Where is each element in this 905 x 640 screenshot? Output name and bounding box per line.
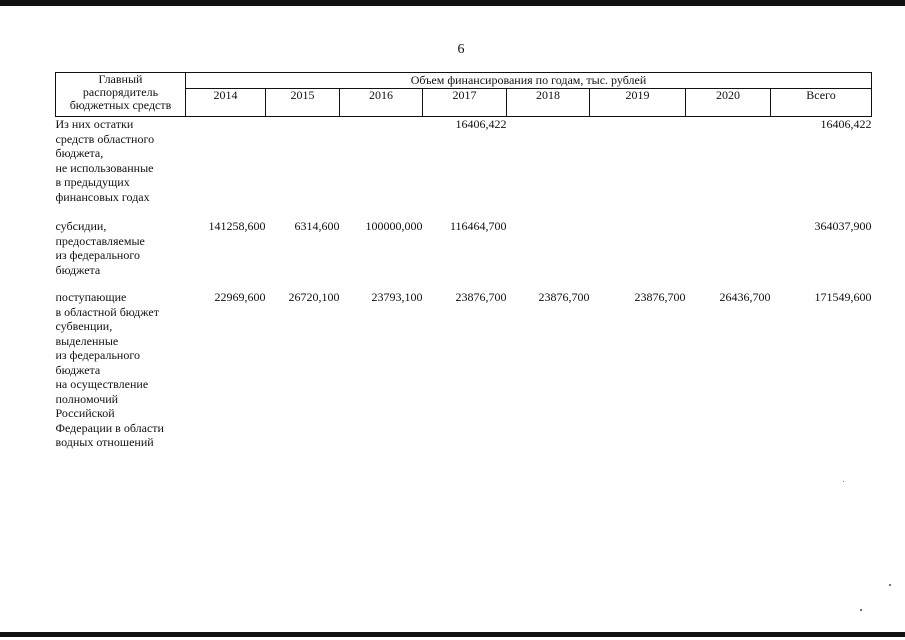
cell-2016 — [340, 117, 423, 220]
header-year-2016: 2016 — [340, 89, 423, 117]
cell-2015: 26720,100 — [288, 290, 340, 304]
scan-speck — [843, 481, 844, 482]
scan-speck — [860, 609, 862, 611]
cell-2019 — [590, 219, 686, 290]
financing-table — [55, 72, 872, 460]
table-row-federal-subsidies — [56, 219, 872, 290]
header-year-2017: 2017 — [423, 89, 507, 117]
cell-2015: 6314,600 — [294, 219, 340, 233]
cell-total: 364037,900 — [814, 219, 872, 233]
row-label: поступающие в областной бюджет субвенции, выделенные из федерального бюджета на осуществление полномочий Российской Федерации в области водных отношений — [55, 290, 164, 449]
cell-2014: 22969,600 — [214, 290, 266, 304]
header-financing-volume: Объем финансирования по годам, тыс. рублей — [186, 73, 872, 89]
table-row-federal-subventions — [56, 290, 872, 460]
header-total: Всего — [771, 89, 872, 117]
cell-2017: 23876,700 — [455, 290, 507, 304]
row-label: субсидии, предоставляемые из федерального бюджета — [55, 219, 145, 277]
cell-2015 — [266, 117, 340, 220]
table-row-remaining-funds — [56, 117, 872, 220]
page-number: 6 — [457, 42, 465, 57]
cell-2020 — [686, 219, 771, 290]
scan-speck — [889, 584, 891, 586]
cell-2016: 100000,000 — [365, 219, 423, 233]
cell-2020: 26436,700 — [719, 290, 771, 304]
top-border-line — [0, 0, 905, 6]
cell-2020 — [686, 117, 771, 220]
header-year-2015: 2015 — [266, 89, 340, 117]
header-main-distributor: Главный распорядитель бюджетных средств — [56, 73, 186, 117]
header-year-2020: 2020 — [686, 89, 771, 117]
cell-total: 16406,422 — [820, 117, 872, 131]
cell-2014: 141258,600 — [208, 219, 266, 233]
cell-2016: 23793,100 — [371, 290, 423, 304]
cell-2019 — [590, 117, 686, 220]
cell-2017: 16406,422 — [455, 117, 507, 131]
cell-total: 171549,600 — [814, 290, 872, 304]
bottom-border-line — [0, 632, 905, 637]
cell-2019: 23876,700 — [634, 290, 686, 304]
cell-2018 — [507, 117, 590, 220]
header-year-2018: 2018 — [507, 89, 590, 117]
cell-2017: 116464,700 — [449, 219, 507, 233]
cell-2018 — [507, 219, 590, 290]
cell-2018: 23876,700 — [538, 290, 590, 304]
header-year-2019: 2019 — [590, 89, 686, 117]
header-year-2014: 2014 — [186, 89, 266, 117]
cell-2014 — [186, 117, 266, 220]
row-label: Из них остатки средств областного бюджета, не использованные в предыдущих финансовых годах — [55, 117, 155, 204]
